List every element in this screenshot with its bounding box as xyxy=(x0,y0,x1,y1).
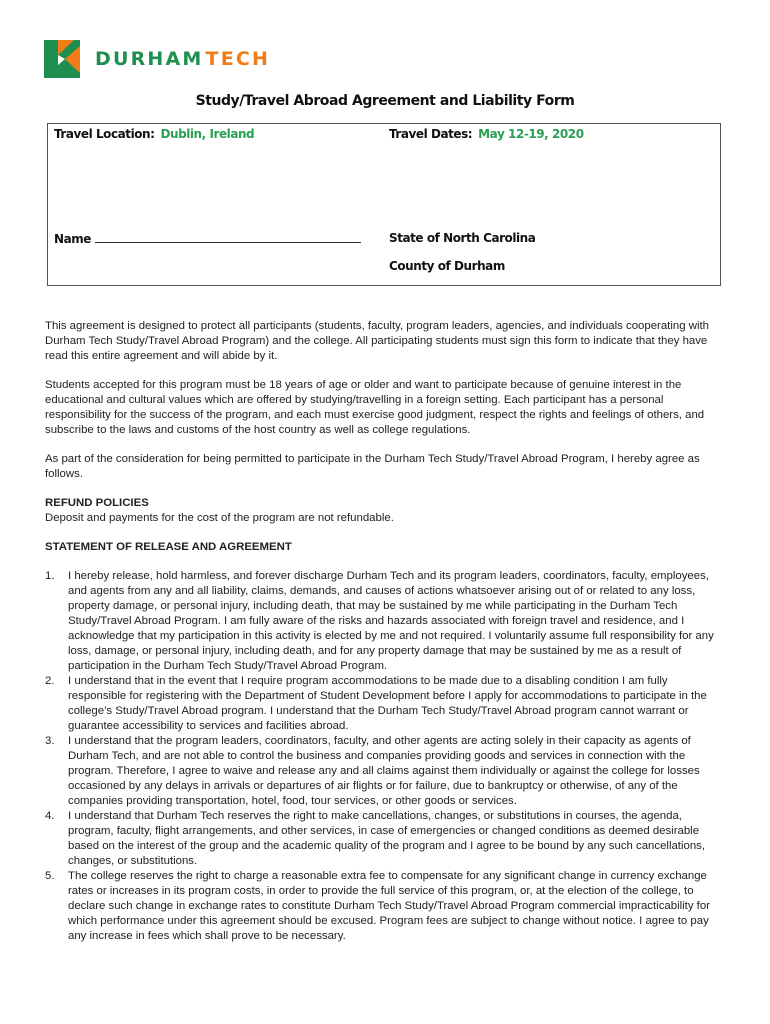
release-heading: STATEMENT OF RELEASE AND AGREEMENT xyxy=(45,541,292,553)
agreement-body xyxy=(45,319,725,958)
name-label: Name xyxy=(54,232,91,246)
release-section xyxy=(45,540,725,944)
list-item xyxy=(45,809,725,869)
logo-wordmark xyxy=(95,47,271,70)
county-label: County of Durham xyxy=(389,259,505,273)
travel-location-label: Travel Location: xyxy=(54,127,155,141)
list-item xyxy=(45,674,725,734)
list-item xyxy=(45,734,725,809)
travel-location xyxy=(54,127,254,141)
travel-dates xyxy=(389,127,584,141)
eligibility-paragraph: Students accepted for this program must be 18 years of age or older and want to participate because of genuine interest in the educational and cultural values which are offered by studying/travelling in a foreign setting. Each participant has a personal responsibility for the success of the program, and each must exercise good judgment, respect the rights and feelings of others, and subscribe to the laws and customs of the host country as well as college regulations. xyxy=(45,379,705,436)
refund-heading: REFUND POLICIES xyxy=(45,497,149,509)
durham-tech-logo-icon xyxy=(44,40,80,78)
list-item-number: 1. xyxy=(45,570,55,582)
list-item xyxy=(45,569,725,674)
list-item-number: 2. xyxy=(45,675,55,687)
travel-info-box xyxy=(47,123,721,286)
travel-dates-value: May 12-19, 2020 xyxy=(478,127,584,141)
travel-dates-label: Travel Dates: xyxy=(389,127,473,141)
info-box-divider xyxy=(383,124,384,285)
refund-section xyxy=(45,496,725,526)
list-item-text: The college reserves the right to charge a reasonable extra fee to compensate for any significant change in currency exchange rates or increases in its program costs, in order to provide the full service of this program, or, at the election of the college, to declare such change in exchange rates to constitute Durham Tech Study/Travel Abroad Program commercial impracticability for which performance under this agreement should be excused. Program fees are subject to change without notice. I agree to pay any increase in fees which shall prove to be necessary. xyxy=(68,870,710,942)
logo-word-tech: TECH xyxy=(205,47,271,70)
list-item-text: I hereby release, hold harmless, and forever discharge Durham Tech and its program leaders, coordinators, faculty, employees, and agents from any and all liability, claims, demands, and causes of actions whatsoever arising out of or related to any loss, property damage, or personal injury, including death, that may be sustained by me while participating in the Durham Tech Study/Travel Abroad Program. I am fully aware of the risks and hazards associated with foreign travel and residence, and I acknowledge that my participation in this activity is elected by me and not required. I voluntarily assume full responsibility for any loss, damage, or personal injury, including death, and for any property damage that may be sustained by me as a result of participation in the Durham Tech Study/Travel Abroad Program. xyxy=(68,570,714,672)
name-field xyxy=(54,231,361,246)
state-label: State of North Carolina xyxy=(389,231,536,245)
list-item xyxy=(45,869,725,944)
list-item-number: 3. xyxy=(45,735,55,747)
logo-word-durham: DURHAM xyxy=(95,47,204,70)
release-list xyxy=(45,569,725,944)
durham-tech-logo xyxy=(44,40,270,78)
name-signature-line[interactable] xyxy=(95,231,361,243)
travel-location-value: Dublin, Ireland xyxy=(160,127,255,141)
list-item-text: I understand that in the event that I require program accommodations to be made due to a disabling condition I am fully responsible for registering with the Department of Student Development before I apply for accommodations to participate in the college’s Study/Travel Abroad program. I understand that the Durham Tech Study/Travel Abroad program cannot warrant or guarantee accessibility to services and facilities abroad. xyxy=(68,675,707,732)
list-item-text: I understand that the program leaders, coordinators, faculty, and other agents are acting solely in their capacity as agents of Durham Tech, and are not able to control the business and companies providing goods and services in connection with the program. Therefore, I agree to waive and release any and all claims against them individually or against the college for losses occasioned by any delays in arrivals or departures of air flights or for failure, due to bankruptcy or otherwise, of any of the companies providing transportation, hotel, food, tour services, or other goods or services. xyxy=(68,735,700,807)
list-item-number: 4. xyxy=(45,810,55,822)
list-item-number: 5. xyxy=(45,870,55,882)
form-title: Study/Travel Abroad Agreement and Liability Form xyxy=(195,93,575,109)
consideration-paragraph: As part of the consideration for being permitted to participate in the Durham Tech Study/Travel Abroad Program, I hereby agree as follows. xyxy=(45,453,700,480)
intro-paragraph: This agreement is designed to protect all participants (students, faculty, program leaders, agencies, and individuals cooperating with Durham Tech Study/Travel Abroad Program) and the college. All participating students must sign this form to indicate that they have read this entire agreement and will abide by it. xyxy=(45,320,709,362)
list-item-text: I understand that Durham Tech reserves the right to make cancellations, changes, or substitutions in courses, the agenda, program, faculty, flight arrangements, and other services, in case of emergencies or changed conditions as deemed desirable based on the interest of the group and the academic quality of the program and I agree to be bound by any such cancellations, changes, or substitutions. xyxy=(68,810,706,867)
refund-text: Deposit and payments for the cost of the program are not refundable. xyxy=(45,512,394,524)
